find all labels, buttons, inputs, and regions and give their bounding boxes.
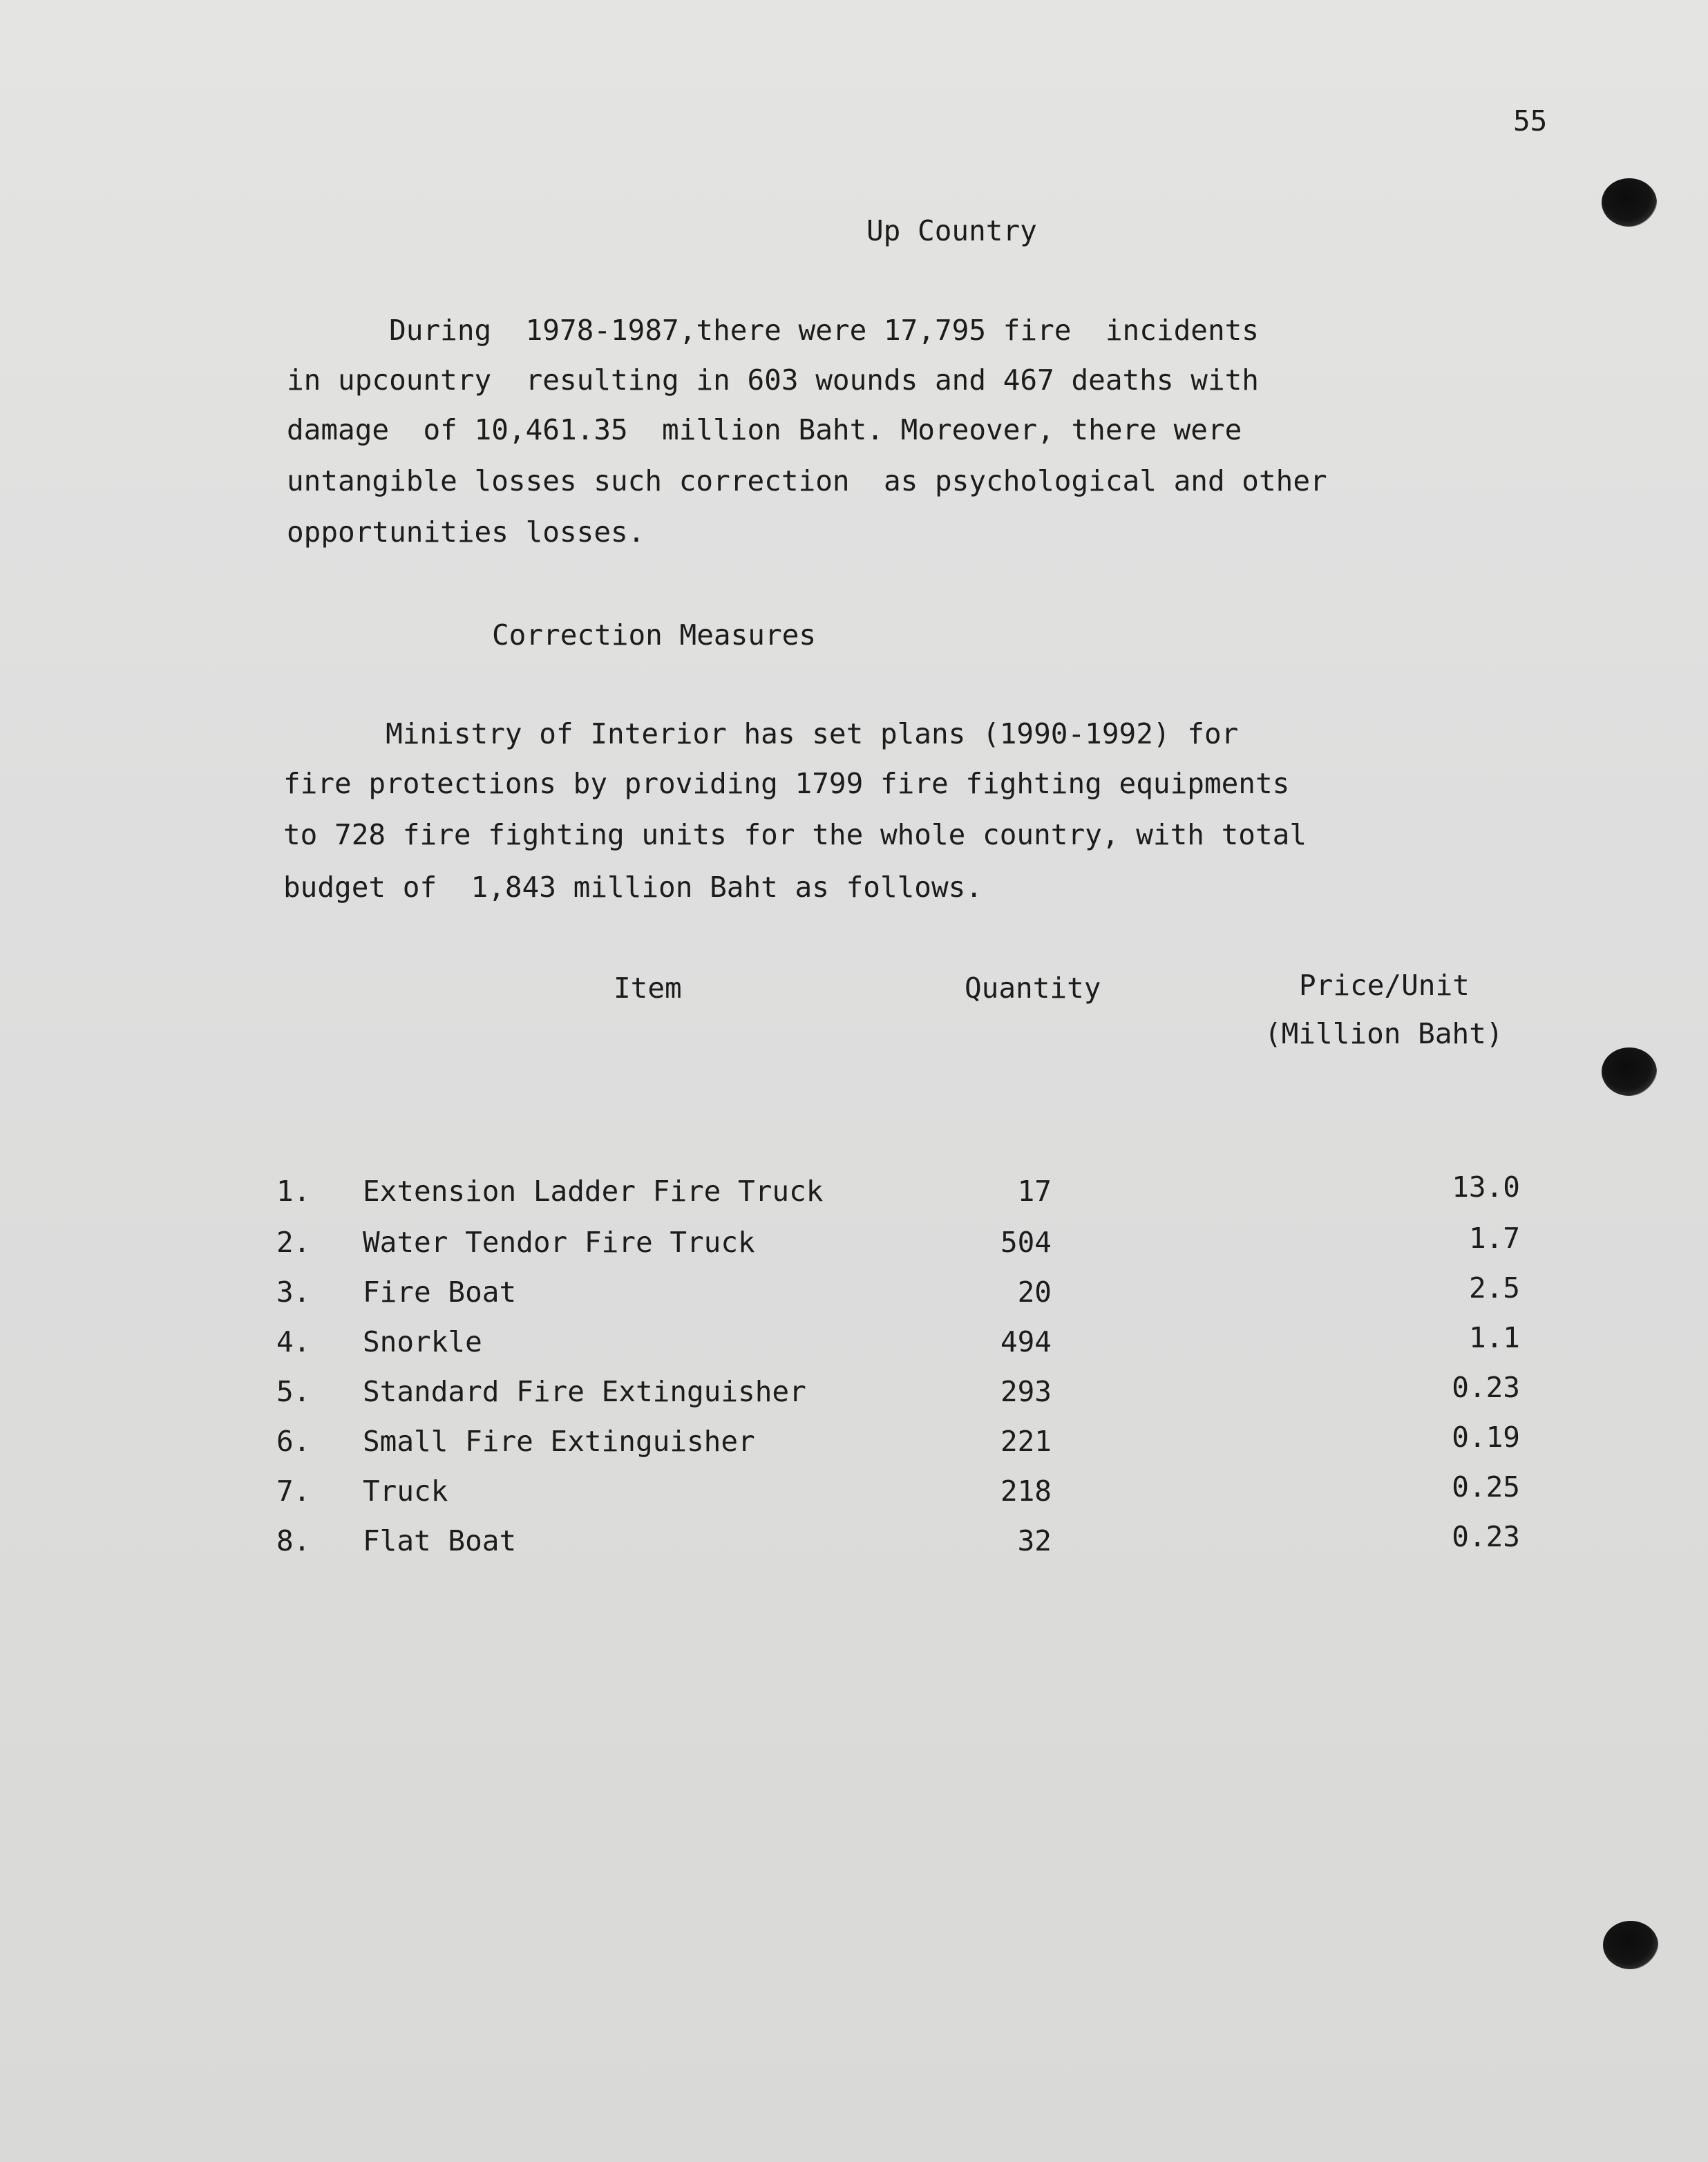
column-header-quantity: Quantity — [965, 971, 1101, 1005]
row-price: 13.0 — [1452, 1170, 1520, 1204]
row-item: Snorkle — [363, 1325, 482, 1358]
punch-hole-middle — [1602, 1047, 1657, 1096]
row-quantity: 293 — [1000, 1375, 1052, 1408]
row-item: Truck — [363, 1474, 448, 1508]
row-number: 3. — [276, 1276, 311, 1309]
punch-hole-bottom — [1603, 1921, 1658, 1969]
row-quantity: 20 — [1017, 1276, 1052, 1309]
column-header-price-unit: (Million Baht) — [1264, 1017, 1503, 1050]
paragraph-line: Ministry of Interior has set plans (1990-1992) for — [283, 717, 1239, 750]
table-row — [276, 1520, 1534, 1566]
row-item: Flat Boat — [363, 1524, 517, 1557]
paragraph-line: to 728 fire fighting units for the whole country, with total — [283, 818, 1307, 851]
row-item: Standard Fire Extinguisher — [363, 1375, 806, 1408]
table-row — [276, 1271, 1534, 1317]
section-title-up-country: Up Country — [866, 214, 1037, 247]
paragraph-line: damage of 10,461.35 million Baht. Moreover, there were — [287, 413, 1242, 446]
section-title-correction-measures: Correction Measures — [492, 618, 816, 652]
row-price: 2.5 — [1468, 1271, 1520, 1305]
row-number: 7. — [276, 1474, 311, 1508]
row-number: 4. — [276, 1325, 311, 1358]
column-header-item: Item — [614, 971, 682, 1005]
paragraph-line: untangible losses such correction as psychological and other — [287, 464, 1327, 497]
table-row — [276, 1421, 1534, 1466]
row-price: 0.23 — [1452, 1520, 1520, 1553]
paragraph-line: in upcountry resulting in 603 wounds and 467 deaths with — [287, 363, 1259, 397]
row-price: 0.19 — [1452, 1421, 1520, 1454]
table-row — [276, 1470, 1534, 1516]
row-item: Fire Boat — [363, 1276, 517, 1309]
paragraph-line: budget of 1,843 million Baht as follows. — [283, 871, 983, 904]
row-quantity: 218 — [1000, 1474, 1052, 1508]
row-quantity: 17 — [1017, 1175, 1052, 1208]
punch-hole-top — [1602, 178, 1657, 227]
row-item: Extension Ladder Fire Truck — [363, 1175, 824, 1208]
row-quantity: 32 — [1017, 1524, 1052, 1557]
column-header-price: Price/Unit — [1299, 969, 1470, 1002]
row-price: 1.1 — [1468, 1321, 1520, 1354]
paragraph-line: opportunities losses. — [287, 515, 645, 549]
row-item: Water Tendor Fire Truck — [363, 1226, 755, 1259]
row-price: 1.7 — [1468, 1222, 1520, 1255]
table-row — [276, 1222, 1534, 1267]
paragraph-line: fire protections by providing 1799 fire fighting equipments — [283, 767, 1290, 800]
row-number: 1. — [276, 1175, 311, 1208]
table-row — [276, 1371, 1534, 1416]
row-number: 5. — [276, 1375, 311, 1408]
table-row — [276, 1170, 1534, 1216]
row-quantity: 504 — [1000, 1226, 1052, 1259]
row-quantity: 221 — [1000, 1425, 1052, 1458]
row-number: 8. — [276, 1524, 311, 1557]
row-price: 0.23 — [1452, 1371, 1520, 1404]
table-row — [276, 1321, 1534, 1367]
row-number: 2. — [276, 1226, 311, 1259]
page-number: 55 — [1513, 104, 1548, 138]
row-price: 0.25 — [1452, 1470, 1520, 1504]
row-item: Small Fire Extinguisher — [363, 1425, 755, 1458]
paragraph-line: During 1978-1987,there were 17,795 fire incidents — [287, 314, 1259, 347]
row-quantity: 494 — [1000, 1325, 1052, 1358]
row-number: 6. — [276, 1425, 311, 1458]
